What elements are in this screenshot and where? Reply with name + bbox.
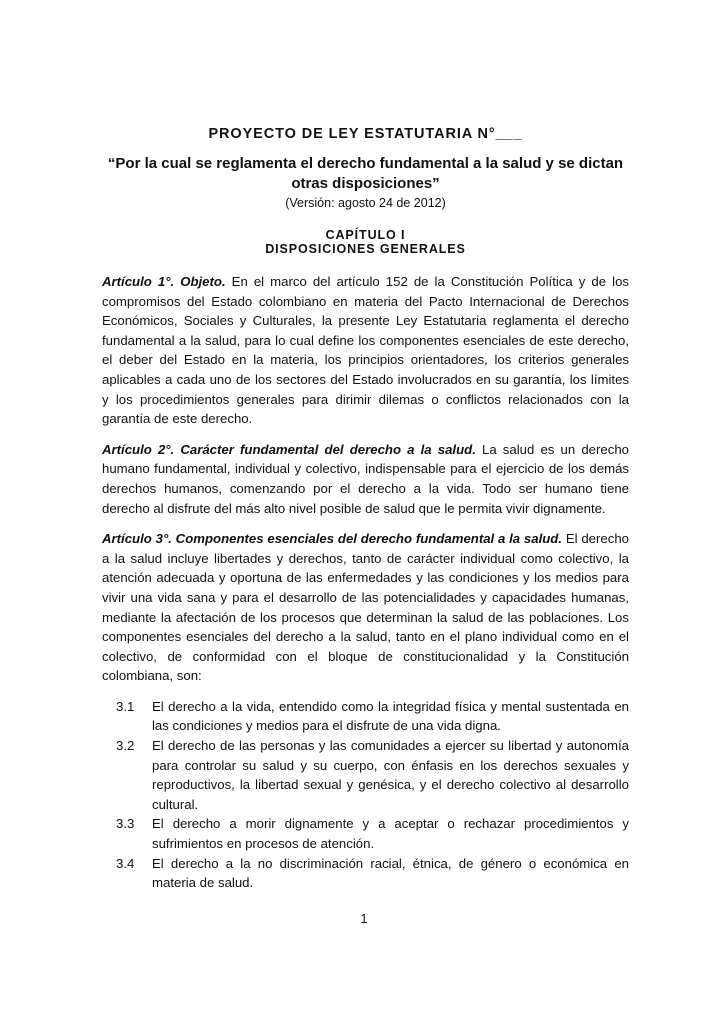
list-item-number: 3.3 bbox=[116, 816, 135, 832]
article-heading: Artículo 1°. Objeto. bbox=[102, 274, 226, 289]
list-item-text: El derecho a morir dignamente y a aceptar o rechazar procedimientos y sufrimientos en procesos de atención. bbox=[152, 816, 629, 852]
document-subtitle: “Por la cual se reglamenta el derecho fundamental a la salud y se dictan otras disposiciones” bbox=[107, 155, 624, 192]
article-3 bbox=[102, 529, 629, 686]
list-item-text: El derecho a la no discriminación racial, étnica, de género o económica en materia de salud. bbox=[152, 855, 629, 891]
article-1 bbox=[102, 272, 629, 429]
list-item bbox=[102, 814, 629, 853]
list-item-number: 3.2 bbox=[116, 738, 135, 754]
chapter-name: DISPOSICIONES GENERALES bbox=[265, 242, 466, 256]
article-2 bbox=[102, 440, 629, 518]
document-version: (Versión: agosto 24 de 2012) bbox=[285, 196, 446, 210]
list-item bbox=[102, 854, 629, 893]
article-heading: Artículo 2°. Carácter fundamental del derecho a la salud. bbox=[102, 441, 476, 457]
chapter-heading: CAPÍTULO I bbox=[325, 228, 406, 242]
article-body: La salud es un derecho humano fundamental, individual y colectivo, indispensable para el ejercicio de los demás derechos humanos, comenzando por el derecho a la vida. Todo ser humano tiene derecho al disfrute del más alto nivel posible de salud que le permita vivir dignamente. bbox=[102, 441, 629, 516]
page-number: 1 bbox=[360, 912, 368, 926]
list-item bbox=[102, 697, 629, 736]
article-heading: Artículo 3°. Componentes esenciales del derecho fundamental a la salud. bbox=[102, 531, 563, 547]
document-page bbox=[102, 126, 629, 893]
components-list bbox=[102, 697, 629, 893]
article-body: En el marco del artículo 152 de la Constitución Política y de los compromisos del Estado colombiano en materia del Pacto Internacional de Derechos Económicos, Sociales y Culturales, la presente Ley Estatutaria reglamenta el derecho fundamental a la salud, para lo cual define los componentes esenciales de este derecho, el deber del Estado en la materia, los principios orientadores, los criterios generales aplicables a cada uno de los sectores del Estado involucrados en su garantía, los límites y los procedimientos generales para dirimir dilemas o conflictos relacionados con la garantía de este derecho. bbox=[102, 274, 630, 427]
article-body: El derecho a la salud incluye libertades y derechos, tanto de carácter individual como colectivo, la atención adecuada y oportuna de las enfermedades y las condiciones y los medios para vivir una vida sana y para el desarrollo de las potencialidades y capacidades humanas, mediante la afectación de los procesos que determinan la salud de las poblaciones. Los componentes esenciales del derecho a la salud, tanto en el plano individual como en el colectivo, de conformidad con el bloque de constitucionalidad y la Constitución colombiana, son: bbox=[102, 531, 629, 684]
document-title: PROYECTO DE LEY ESTATUTARIA N°___ bbox=[208, 126, 523, 142]
list-item-text: El derecho a la vida, entendido como la integridad física y mental sustentada en las condiciones y medios para el disfrute de una vida digna. bbox=[152, 698, 629, 734]
list-item-number: 3.1 bbox=[116, 698, 135, 714]
list-item bbox=[102, 736, 629, 814]
list-item-text: El derecho de las personas y las comunidades a ejercer su libertad y autonomía para controlar su salud y su cuerpo, con énfasis en los derechos sexuales y reproductivos, la libertad sexual y genésica, y el derecho colectivo al desarrollo cultural. bbox=[152, 738, 629, 812]
list-item-number: 3.4 bbox=[116, 855, 135, 871]
